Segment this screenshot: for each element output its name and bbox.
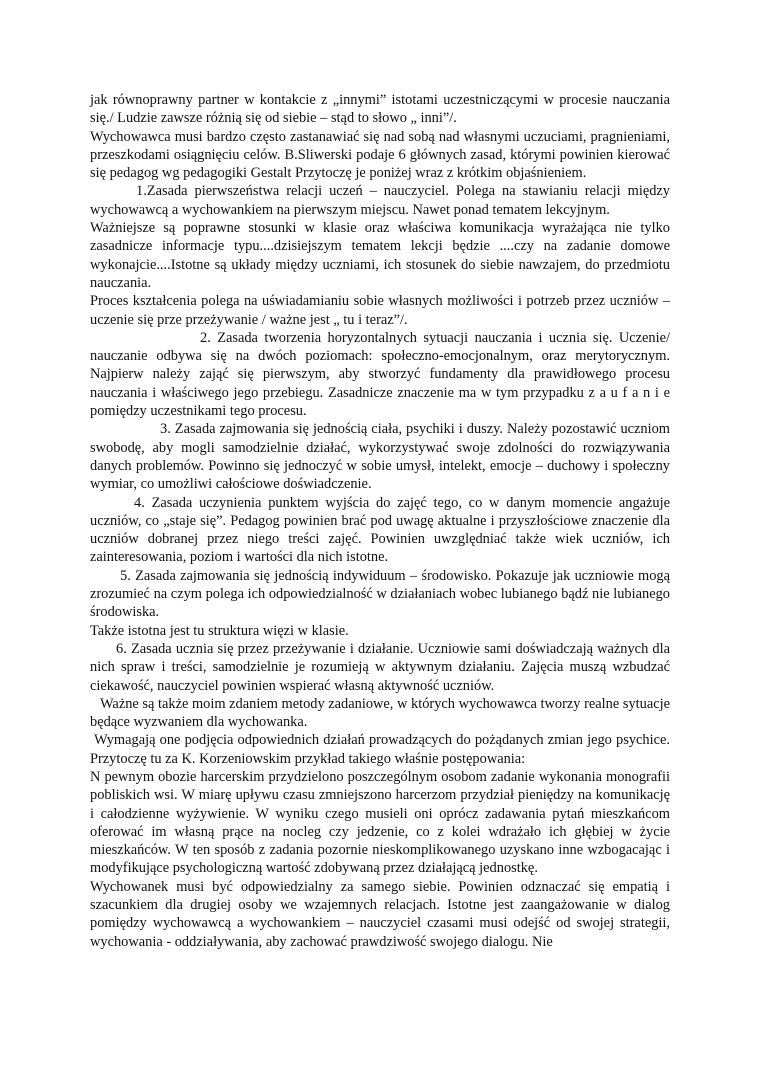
paragraph-rule-4: 4. Zasada uczynienia punktem wyjścia do zajęć tego, co w danym momencie angażuje uczniów, co „staje się”. Pedagog powinien brać pod uwagę aktualne i przyszłościowe znaczenie dla uczniów dobranej przez niego treści zajęć. Powinien uwzględniać także wiek uczniów, ich zainteresowania, poziom i wartości dla nich istotne.: [90, 494, 670, 566]
paragraph-10: Także istotna jest tu struktura więzi w klasie.: [90, 622, 349, 639]
paragraph-2: Wychowawca musi bardzo często zastanawiać się nad sobą nad własnymi uczuciami, pragnieniami, przeszkodami osiągnięciu celów. B.Sliwerski podaje 6 głównych zasad, którymi powinien kierować się pedagog wg pedagogiki Gestalt Przytoczę je poniżej wraz z krótkim objaśnieniem.: [90, 128, 670, 182]
paragraph-1: jak równoprawny partner w kontakcie z „innymi” istotami uczestniczącymi w procesie nauczania się./ Ludzie zawsze różnią się od siebie – stąd to słowo „ inni”/.: [90, 92, 670, 127]
paragraph-rule-1: 1.Zasada pierwszeństwa relacji uczeń – nauczyciel. Polega na stawianiu relacji między wychowawcą a wychowankiem na pierwszym miejscu. Nawet ponad tematem lekcyjnym.: [90, 183, 670, 218]
paragraph-14: N pewnym obozie harcerskim przydzielono poszczególnym osobom zadanie wykonania monografii pobliskich wsi. W miarę upływu czasu zmniejszono harcerzom przydział pieniędzy na komunikację i całodzienne wyżywienie. W wyniku czego musieli oni oprócz zadawania pytań mieszkańcom oferować im własną prące na nocleg czy jedzenie, co z kolei wdrażało ich głębiej w życie mieszkańców. W ten sposób z zadania pozornie nieskomplikowanego uzyskano inne wzbogacając i modyfikujące psychologiczną wartość zdobywaną przez działającą jednostkę.: [90, 768, 670, 877]
paragraph-13: Wymagają one podjęcia odpowiednich działań prowadzących do pożądanych zmian jego psychice. Przytoczę tu za K. Korzeniowskim przykład takiego właśnie postępowania:: [90, 732, 670, 767]
paragraph-rule-6: 6. Zasada ucznia się przez przeżywanie i działanie. Uczniowie sami doświadczają ważnych dla nich spraw i treści, samodzielnie je rozumieją w aktywnym działaniu. Zajęcia muszą wzbudzać ciekawość, nauczyciel powinien wspierać własną aktywność uczniów.: [90, 640, 670, 694]
paragraph-rule-2: 2. Zasada tworzenia horyzontalnych sytuacji nauczania i ucznia się. Uczenie/ nauczanie odbywa się na dwóch poziomach: społeczno-emocjonalnym, oraz merytorycznym. Najpierw należy zająć się pierwszym, aby stworzyć fundamenty dla prawidłowego procesu nauczania i właściwego jego przebiegu. Zasadnicze znaczenie ma w tym przypadku z a u f a n i e pomiędzy uczestnikami tego procesu.: [90, 329, 670, 420]
paragraph-rule-3: 3. Zasada zajmowania się jednością ciała, psychiki i duszy. Należy pozostawić uczniom swobodę, aby mogli samodzielnie działać, wykorzystywać swoje zdolności do rozwiązywania danych problemów. Powinno się jednoczyć w sobie umysł, intelekt, emocje – duchowy i społeczny wymiar, co umożliwi całościowe doświadczenie.: [90, 421, 670, 493]
paragraph-rule-5: 5. Zasada zajmowania się jednością indywiduum – środowisko. Pokazuje jak uczniowie mogą zrozumieć na czym polega ich odpowiedzialność w działaniach wobec lubianego bądź nie lubianego środowiska.: [90, 567, 670, 621]
document-body: [90, 91, 670, 951]
paragraph-4: Ważniejsze są poprawne stosunki w klasie oraz właściwa komunikacja wyrażająca nie tylko zasadnicze informacje typu....dzisiejszym tematem lekcji będzie ....czy na zadanie domowe wykonajcie....Istotne są układy między uczniami, ich stosunek do siebie nawzajem, do przedmiotu nauczania.: [90, 220, 670, 291]
paragraph-5: Proces kształcenia polega na uświadamianiu sobie własnych możliwości i potrzeb przez uczniów – uczenie się prze przeżywanie / ważne jest „ tu i teraz”/.: [90, 293, 670, 328]
paragraph-12: Ważne są także moim zdaniem metody zadaniowe, w których wychowawca tworzy realne sytuacje będące wyzwaniem dla wychowanka.: [90, 695, 670, 731]
paragraph-15: Wychowanek musi być odpowiedzialny za samego siebie. Powinien odznaczać się empatią i szacunkiem dla drugiej osoby we wzajemnych relacjach. Istotne jest zaangażowanie w dialog pomiędzy wychowawcą a wychowankiem – nauczyciel czasami musi odejść od swojej strategii, wychowania - oddziaływania, aby zachować prawdziwość swojego dialogu. Nie: [90, 878, 670, 950]
